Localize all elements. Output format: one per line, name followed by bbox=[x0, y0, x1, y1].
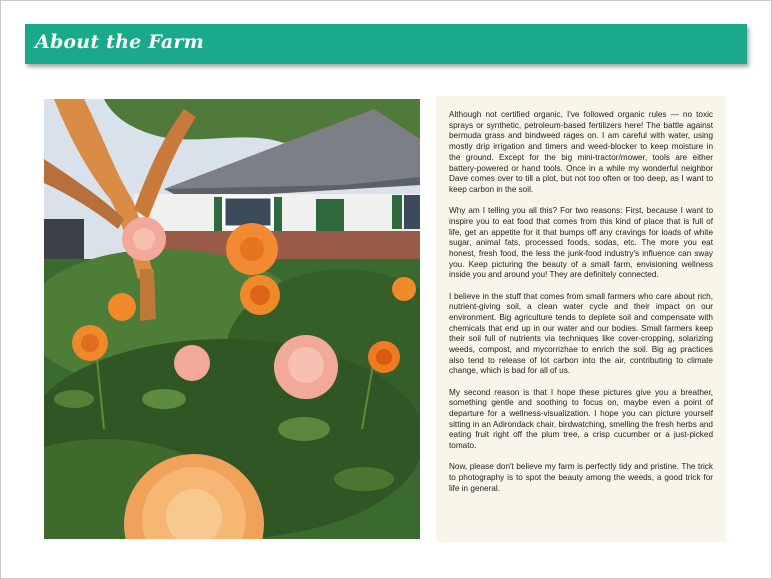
paragraph: Although not certified organic, I've followed organic rules — no toxic sprays or synthetic, petroleum-based fertilizers here! The battle against bermuda grass and bindweed rages on. I am careful with water, using mostly drip irrigation and timers and weed-blocker to keep moisture in the ground. Except for the big mini-tractor/mower, tools are either battery-powered or hand tools. Once in a while my wonderful neighbor Dave comes over to till a plot, but not too often or too deep, as I want to keep carbon in the soil. bbox=[449, 110, 713, 194]
text-panel bbox=[436, 96, 726, 542]
farm-photo-illustration bbox=[44, 99, 420, 539]
paragraph: My second reason is that I hope these pictures give you a breather, something gentle and soothing to focus on, maybe even a point of departure for a wellness-visualization. I hope you can picture yourself sitting in an Adirondack chair, birdwatching, smelling the fresh herbs and eating fruit right off the plum tree, a crisp cucumber or a just-picked tomato. bbox=[449, 387, 713, 451]
paragraph: Now, please don't believe my farm is perfectly tidy and pristine. The trick to photography is to spot the beauty among the weeds, a good trick for life in general. bbox=[449, 462, 713, 493]
farm-photo bbox=[44, 99, 420, 539]
page-title: About the Farm bbox=[35, 31, 204, 53]
body-text bbox=[449, 110, 713, 505]
paragraph: I believe in the stuff that comes from small farmers who care about rich, nutrient-giving soil, a clean water cycle and their impact on our environment. Big agriculture tends to deplete soil and compensate with chemicals that end up in our water and our bodies. Small farmers keep their soil full of nutrients via techniques like cover-cropping, solarizing weeds, compost, and mycorrizhae to enrich the soil. Big ag practices also tend to release of lot carbon into the air, contributing to climate change, which is bad for all of us. bbox=[449, 291, 713, 376]
paragraph: Why am I telling you all this? For two reasons: First, because I want to inspire you to eat food that comes from this kind of place that is full of life, get an appetite for it that bumps off any cravings for loads of white sugar, animal fats, processed foods, sodas, etc. The more you eat honest, fresh food, the less the junk-food industry's influence can sway you. Keep picturing the beauty of a small farm, envisioning wellness inside you and around you! They are definitely connected. bbox=[449, 206, 713, 280]
title-banner bbox=[25, 24, 747, 64]
